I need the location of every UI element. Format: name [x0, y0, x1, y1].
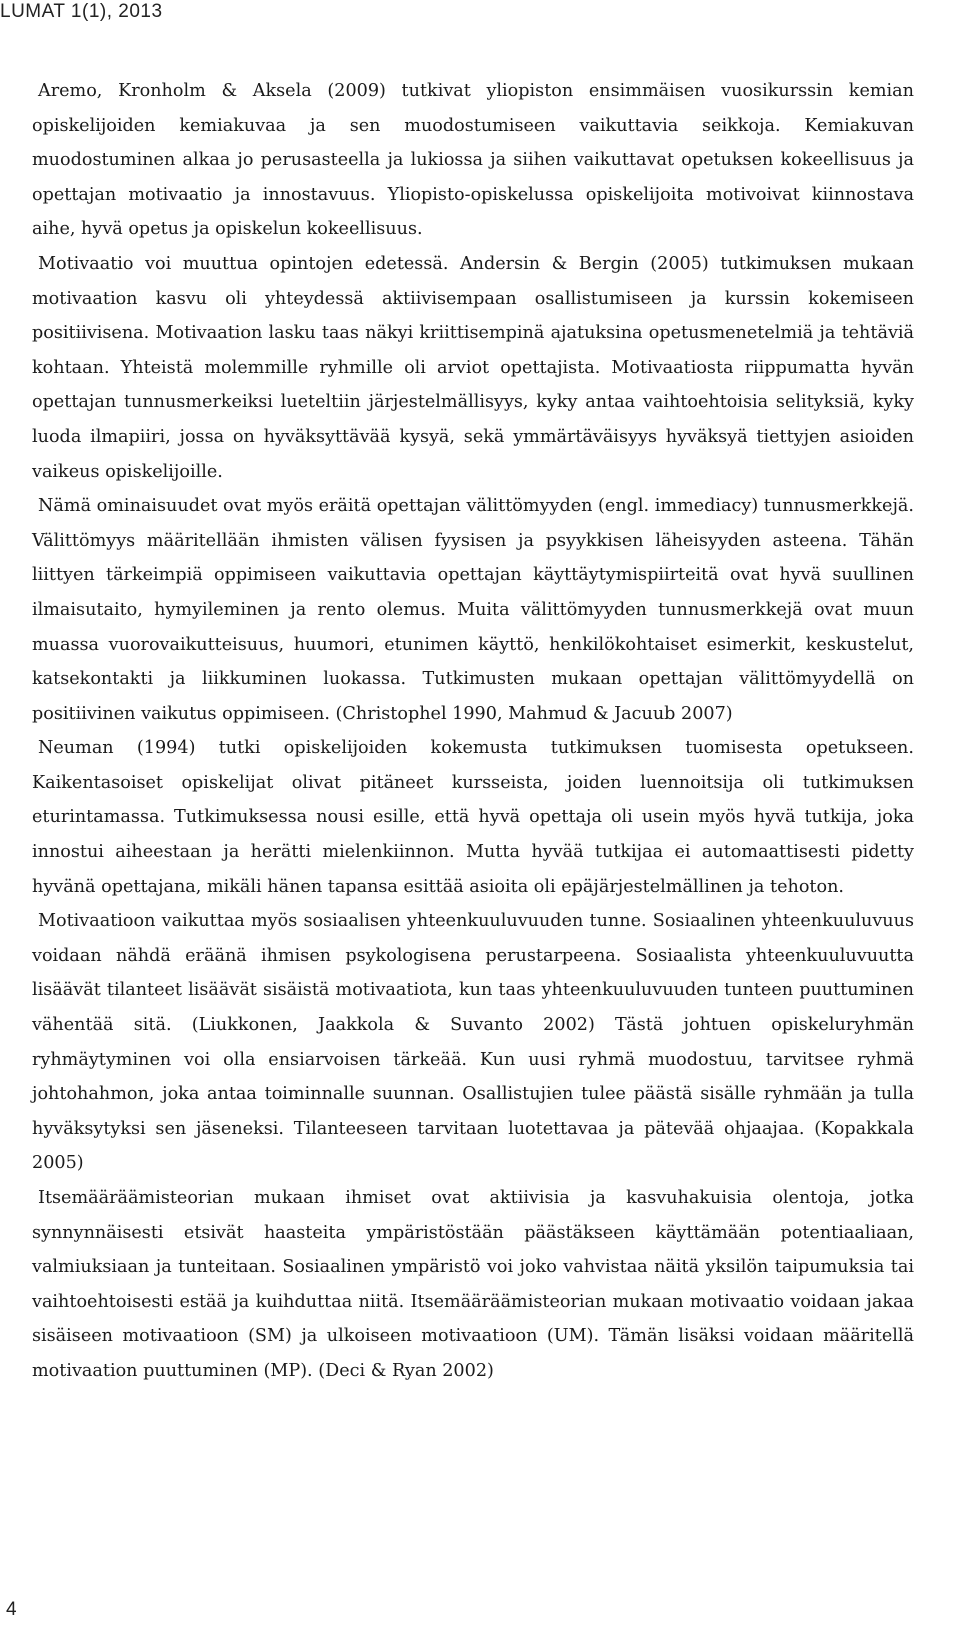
paragraph-6: Itsemääräämisteorian mukaan ihmiset ovat aktiivisia ja kasvuhakuisia olentoja, jotka synnynnäisesti etsivät haasteita ympäristöstään päästäkseen käyttämään potentiaaliaan, valmiuksiaan ja tunteitaan. Sosiaalinen ympäristö voi joko vahvistaa näitä yksilön taipumuksia tai vaihtoehtoisesti estää ja kuihduttaa niitä. Itsemääräämisteorian mukaan motivaatio voidaan jakaa sisäiseen motivaatioon (SM) ja ulkoiseen motivaatioon (UM). Tämän lisäksi voidaan määritellä motivaation puuttuminen (MP). (Deci & Ryan 2002)	[32, 1188, 914, 1381]
page-number: 4	[6, 1599, 17, 1620]
article-body	[32, 74, 914, 1389]
paragraph-2: Motivaatio voi muuttua opintojen edetessä. Andersin & Bergin (2005) tutkimuksen mukaan motivaation kasvu oli yhteydessä aktiivisempaan osallistumiseen ja kurssin kokemiseen positiivisena. Motivaation lasku taas näkyi kriittisempinä ajatuksina opetusmenetelmiä ja tehtäviä kohtaan. Yhteistä molemmille ryhmille oli arviot opettajista. Motivaatiosta riippumatta hyvän opettajan tunnusmerkeiksi lueteltiin järjestelmällisyys, kyky antaa vaihtoehtoisia selityksiä, kyky luoda ilmapiiri, jossa on hyväksyttävää kysyä, sekä ymmärtäväisyys hyväksyä tiettyjen asioiden vaikeus opiskelijoille.	[32, 253, 914, 482]
running-header: LUMAT 1(1), 2013	[0, 1, 163, 22]
paragraph-3: Nämä ominaisuudet ovat myös eräitä opettajan välittömyyden (engl. immediacy) tunnusmerkkejä. Välittömyys määritellään ihmisten välisen fyysisen ja psyykkisen läheisyyden asteena. Tähän liittyen tärkeimpiä oppimiseen vaikuttavia opettajan käyttäytymispiirteitä ovat hyvä suullinen ilmaisutaito, hymyileminen ja rento olemus. Muita välittömyyden tunnusmerkkejä ovat muun muassa vuorovaikutteisuus, huumori, etunimen käyttö, henkilökohtaiset esimerkit, keskustelut, katsekontakti ja liikkuminen luokassa. Tutkimusten mukaan opettajan välittömyydellä on positiivinen vaikutus oppimiseen. (Christophel 1990, Mahmud & Jacuub 2007)	[32, 496, 914, 724]
paragraph-1: Aremo, Kronholm & Aksela (2009) tutkivat yliopiston ensimmäisen vuosikurssin kemian opiskelijoiden kemiakuvaa ja sen muodostumiseen vaikuttavia seikkoja. Kemiakuvan muodostuminen alkaa jo perusasteella ja lukiossa ja siihen vaikuttavat opetuksen kokeellisuus ja opettajan motivaatio ja innostavuus. Yliopisto-opiskelussa opiskelijoita motivoivat kiinnostava aihe, hyvä opetus ja opiskelun kokeellisuus.	[32, 81, 914, 240]
paragraph-5: Motivaatioon vaikuttaa myös sosiaalisen yhteenkuuluvuuden tunne. Sosiaalinen yhteenkuuluvuus voidaan nähdä eräänä ihmisen psykologisena perustarpeena. Sosiaalista yhteenkuuluvuutta lisäävät tilanteet lisäävät sisäistä motivaatiota, kun taas yhteenkuuluvuuden tunteen puuttuminen vähentää sitä. (Liukkonen, Jaakkola & Suvanto 2002) Tästä johtuen opiskeluryhmän ryhmäytyminen voi olla ensiarvoisen tärkeää. Kun uusi ryhmä muodostuu, tarvitsee ryhmä johtohahmon, joka antaa toiminnalle suunnan. Osallistujien tulee päästä sisälle ryhmään ja tulla hyväksytyksi sen jäseneksi. Tilanteeseen tarvitaan luotettavaa ja pätevää ohjaajaa. (Kopakkala 2005)	[32, 911, 914, 1174]
paragraph-4: Neuman (1994) tutki opiskelijoiden kokemusta tutkimuksen tuomisesta opetukseen. Kaikentasoiset opiskelijat olivat pitäneet kursseista, joiden luennoitsija oli tutkimuksen eturintamassa. Tutkimuksessa nousi esille, että hyvä opettaja oli usein myös hyvä tutkija, joka innostui aiheestaan ja herätti mielenkiinnon. Mutta hyvää tutkijaa ei automaattisesti pidetty hyvänä opettajana, mikäli hänen tapansa esittää asioita oli epäjärjestelmällinen ja tehoton.	[32, 738, 914, 897]
